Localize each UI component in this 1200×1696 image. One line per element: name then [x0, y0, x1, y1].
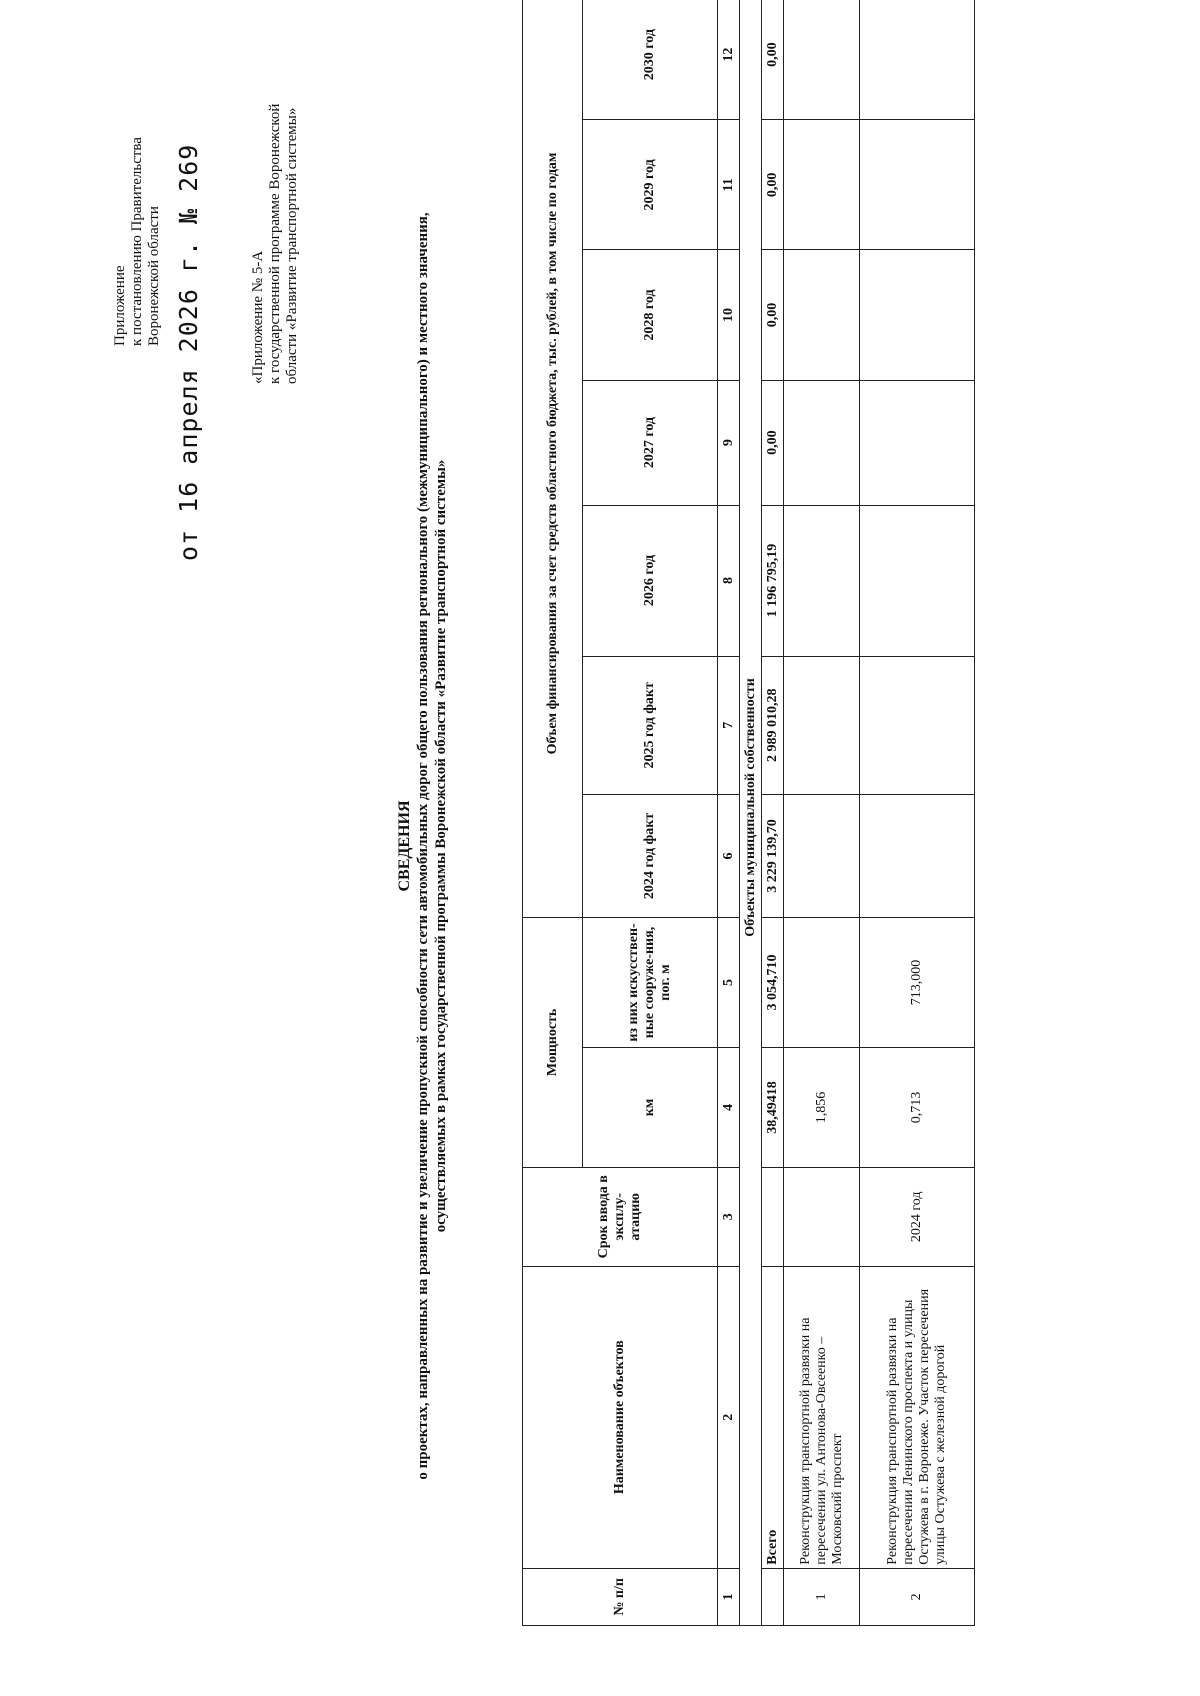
- col-number: 4: [718, 1048, 740, 1168]
- row-num: 1: [784, 1568, 860, 1625]
- column-number-row: [718, 0, 740, 1626]
- row-cell: [860, 120, 975, 250]
- row-name: Реконструкция транспортной развязки на пересечении Ленинского проспекта и улицы Остужева в г. Воронеже. Участок пересечения улицы Остужева с железной дорогой: [860, 1266, 975, 1568]
- table-row: [784, 0, 860, 1626]
- title-line-2: осуществляемых в рамках государственной программы Воронежской области «Развитие транспортной системы»: [433, 459, 449, 1233]
- total-2024: 3 229 139,70: [762, 795, 784, 918]
- col-number: 3: [718, 1167, 740, 1266]
- row-structures: 713,000: [860, 917, 975, 1047]
- section-row: [740, 0, 762, 1626]
- appendix-block: [112, 137, 163, 346]
- appendix-line: Приложение: [112, 265, 128, 346]
- row-name: Реконструкция транспортной развязки на пересечении ул. Антонова-Овсеенко – Московский проспект: [784, 1266, 860, 1568]
- previous-appendix-block: [250, 104, 301, 384]
- col-number: 10: [718, 250, 740, 380]
- prev-line: области «Развитие транспортной системы»: [284, 107, 300, 384]
- table-row: [860, 0, 975, 1626]
- row-term: [784, 1167, 860, 1266]
- col-number: 8: [718, 505, 740, 656]
- col-2027-header: 2027 год: [583, 380, 718, 505]
- col-2025-header: 2025 год факт: [583, 656, 718, 795]
- row-cell: [784, 250, 860, 380]
- col-term-header: Срок ввода в эксплу-атацию: [523, 1167, 718, 1266]
- col-number: 1: [718, 1568, 740, 1625]
- total-row: [762, 0, 784, 1626]
- row-term: 2024 год: [860, 1167, 975, 1266]
- row-cell: [860, 505, 975, 656]
- row-cell: [784, 656, 860, 795]
- appendix-line: к постановлению Правительства: [129, 137, 145, 346]
- col-number: 6: [718, 795, 740, 918]
- total-num-cell: [762, 1568, 784, 1625]
- col-number: 2: [718, 1266, 740, 1568]
- col-capacity-header: Мощность: [523, 917, 583, 1167]
- col-number: 12: [718, 0, 740, 120]
- row-cell: [860, 380, 975, 505]
- row-num: 2: [860, 1568, 975, 1625]
- title-heading: СВЕДЕНИЯ: [396, 800, 413, 892]
- total-2030: 0,00: [762, 0, 784, 120]
- total-2028: 0,00: [762, 250, 784, 380]
- row-structures: [784, 917, 860, 1047]
- total-2029: 0,00: [762, 120, 784, 250]
- prev-line: «Приложение № 5-А: [250, 250, 266, 384]
- col-2026-header: 2026 год: [583, 505, 718, 656]
- col-number: 11: [718, 120, 740, 250]
- total-2025: 2 989 010,28: [762, 656, 784, 795]
- document-title: [396, 66, 450, 1626]
- col-structures-header: из них искусствен-ные сооруже-ния, пог. м: [583, 917, 718, 1047]
- title-line-1: о проектах, направленных на развитие и увеличение пропускной способности сети автомобильных дорог общего пользования регионального (межмуниципального) и местного значения,: [415, 212, 431, 1480]
- row-cell: [784, 0, 860, 120]
- col-name-header: Наименование объектов: [523, 1266, 718, 1568]
- total-label: Всего: [762, 1266, 784, 1568]
- row-cell: [860, 656, 975, 795]
- row-cell: [860, 795, 975, 918]
- total-km: 38,49418: [762, 1048, 784, 1168]
- projects-table: [522, 0, 975, 1626]
- col-2028-header: 2028 год: [583, 250, 718, 380]
- total-structures: 3 054,710: [762, 917, 784, 1047]
- row-cell: [784, 795, 860, 918]
- row-cell: [860, 0, 975, 120]
- header-row-1: [523, 0, 583, 1626]
- total-2027: 0,00: [762, 380, 784, 505]
- decree-date: от 16 апреля 2026 г. № 269: [174, 143, 203, 561]
- col-2029-header: 2029 год: [583, 120, 718, 250]
- prev-line: к государственной программе Воронежской: [267, 103, 283, 384]
- col-num-header: № п/п: [523, 1568, 718, 1625]
- col-number: 7: [718, 656, 740, 795]
- col-2030-header: 2030 год: [583, 0, 718, 120]
- section-title: Объекты муниципальной собственности: [740, 0, 762, 1626]
- col-2024-header: 2024 год факт: [583, 795, 718, 918]
- row-cell: [784, 505, 860, 656]
- row-cell: [784, 120, 860, 250]
- col-km-header: км: [583, 1048, 718, 1168]
- row-cell: [784, 380, 860, 505]
- row-km: 1,856: [784, 1048, 860, 1168]
- total-2026: 1 196 795,19: [762, 505, 784, 656]
- total-term-cell: [762, 1167, 784, 1266]
- appendix-line: Воронежской области: [146, 206, 162, 346]
- row-cell: [860, 250, 975, 380]
- col-funding-header: Объем финансирования за счет средств областного бюджета, тыс. рублей, в том числе по годам: [523, 0, 583, 917]
- col-number: 5: [718, 917, 740, 1047]
- row-km: 0,713: [860, 1048, 975, 1168]
- col-number: 9: [718, 380, 740, 505]
